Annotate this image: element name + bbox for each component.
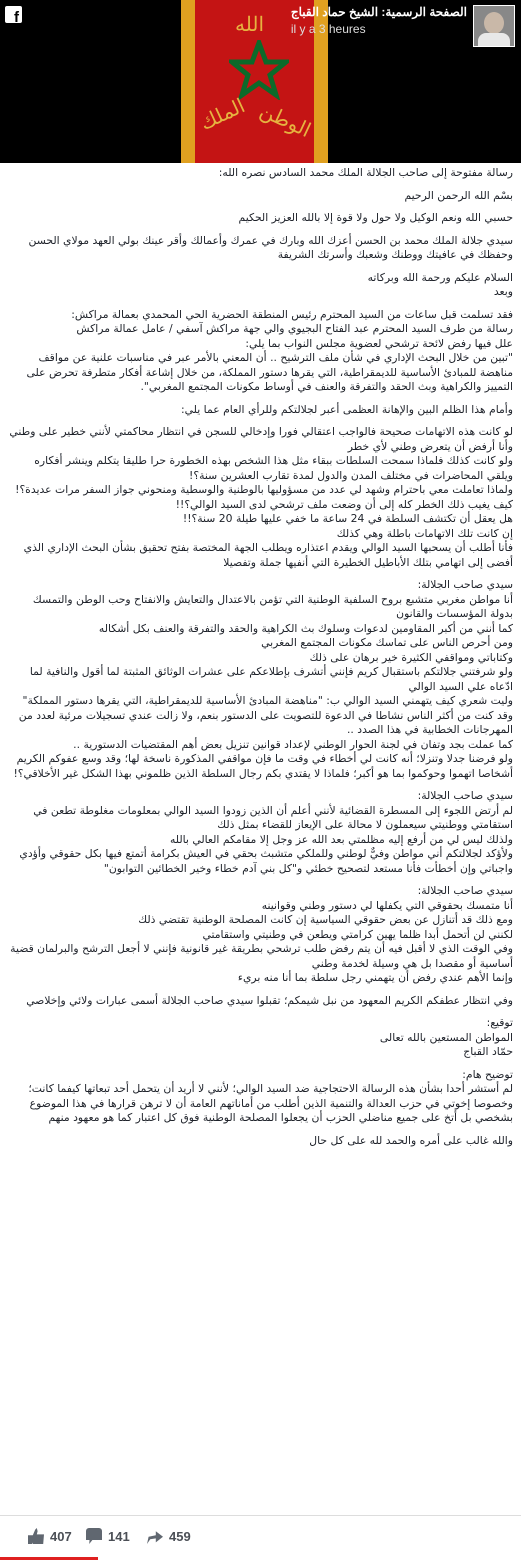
cover-text-left: الملك [196,93,249,135]
cover-text-top: الله [235,12,264,36]
post-line: إن كانت تلك الاتهامات باطلة وهي كذلك [336,526,513,540]
comment-count-text: 141 [108,1528,130,1544]
facebook-icon[interactable]: f [5,6,22,23]
post-line: لم أرتض اللجوء إلى المسطرة القضائية لأنني أعلم أن الذين زودوا السيد الوالي بمعلومات مغلوطة تطعن في استقامتي ووطنيتي سيعملون لا محالة على الإيعاز للقضاء بمثل ذلك [33,803,513,831]
post-line: والله غالب على أمره والحمد لله على كل حال [309,1133,513,1147]
post-line: وليت شعري كيف يتهمني السيد الوالي ب: "مناهضة المبادئ الأساسية للديمقراطية، التي يقرها دستور المملكة" [22,694,513,707]
post-line: ومع ذلك قد أتنازل عن بعض حقوقي السياسية إن كانت المصلحة الوطنية تقتضي ذلك [138,913,513,926]
comment-icon [86,1528,102,1544]
post-line: علل فيها رفض لائحة ترشحي لعضوية مجلس النواب بما يلي: [245,336,513,350]
post-line: السلام عليكم ورحمة الله وبركاته [367,270,513,284]
post-line: توقيع: [486,1016,513,1029]
post-line: ولذلك ليس لي من أرفع إليه مظلمتي بعد الله عز وجل إلا مقامكم العالي بالله [169,832,513,846]
post-line: وكتاباتي ومواقفي الكثيرة خير برهان على ذلك [309,650,513,664]
post-paragraph [8,1016,513,1060]
post-time[interactable]: il y a 3 heures [290,22,366,36]
post-line: لم أستشر أحدا بشأن هذه الرسالة الاحتجاجية ضد السيد الوالي؛ لأنني لا أريد أن يتحمل أحد تبعاتها كيفما كانت؛ وخصوصا إخوتي في حزب العدالة والتنمية الذين أطلب من أماناتهم العامة أن لا ترهن قرارها في هذا الموضوع بشخصي بل أتخ على جميع مناضلي الحزب أن يجعلوا المصلحة الوطنية فوق كل اعتبار كما هو معهود منهم [28,1082,513,1124]
post-line: وفي انتظار عطفكم الكريم المعهود من نبل شيمكم؛ تقبلوا سيدي صاحب الجلالة أسمى عبارات ولائي وإخلاصي [26,993,513,1007]
post-paragraph [8,884,513,986]
post-line: رسالة مفتوحة إلى صاحب الجلالة الملك محمد السادس نصره الله: [218,166,513,179]
post-line: ولو شرفتني جلالتكم باستقبال كريم فإنني أتشرف بإطلاعكم على عشرات الوثائق المثبتة لما أقول والنافية لما ادّعاه علي السيد الوالي [29,665,513,693]
post-line: سيدي صاحب الجلالة: [417,789,513,802]
post-paragraph [8,789,513,876]
post-line: لو كانت هذه الاتهامات صحيحة فالواجب اعتقالي فورا وإدخالي للسجن في انتظار محاكمتي لأنني خطير على وطني وأنا أرفض أن يتعرض وطني لأي خطر [9,425,513,453]
post-line: وبعد [493,285,513,298]
accent-line [0,1557,98,1560]
post-paragraph [8,425,513,570]
post-line: ومن أحرص الناس على تماسك مكونات المجتمع المغربي [261,636,513,649]
post-line: أنا متمسك بحقوقي التي يكفلها لي دستور وطني وقوانينه [261,898,513,912]
post-paragraph [8,211,513,226]
share-count-text: 459 [169,1528,191,1544]
post-line: هل يعقل أن تكتشف السلطة في 24 ساعة ما خفي عليها طيلة 20 سنة؟!! [182,512,513,525]
share-count[interactable] [147,1528,191,1544]
post-line: كما عملت بجد وتفان في لجنة الحوار الوطني لإعداد قوانين تنزيل بعض أهم المقتضيات الدستورية .. [73,737,513,751]
post-paragraph [8,234,513,263]
post-line: "تبين من خلال البحث الإداري في شأن ملف الترشيح .. أن المعني بالأمر عبر في مناسبات علنية عن مواقف مناهضة للمبادئ الأساسية للديمقراطية، التي يقرها دستور المملكة، من خلال إشاعة أفكار متطرفة تحرض على التمييز والكراهية وبث الحقد والتفرقة والعنف في أوساط مكونات المجتمع المغربي". [26,351,513,393]
comment-count[interactable] [86,1528,130,1544]
post-line: سيدي صاحب الجلالة: [417,578,513,591]
post-paragraph [8,189,513,204]
post-line: حمّاد القباج [463,1045,513,1058]
post-line: كما أنني من أكبر المقاومين لدعوات وسلوك بث الكراهية والحقد والتفرقة والعنف بكل أشكاله [98,621,513,635]
post-paragraph [8,1068,513,1126]
post-line: أنا مواطن مغربي متشبع بروح السلفية الوطنية التي تؤمن بالاعتدال والتعايش والانفتاح وحب الوطن والتمسك بدولة المؤسسات والقانون [32,592,513,620]
post-line: ولو فرضنا جدلا وتنزلا؛ أنه كانت لي أخطاء في وقت ما فإن مواقفي المذكورة ناسخة لها؛ وقد وسع عفوكم الكريم أشخاصا اتهموا وحوكموا بما هو أكبر؛ فلماذا لا يقتدي بكم رجال السلطة الذين ظلموني بهذا الشكل غير الأخلاقي؟! [13,752,513,780]
star-icon [229,40,289,100]
post-paragraph [8,1134,513,1149]
post-line: رسالة من طرف السيد المحترم عبد الفتاح البجيوي والي جهة مراكش آسفي / عامل عمالة مراكش [76,322,513,335]
post-line: حسبي الله ونعم الوكيل ولا حول ولا قوة إلا بالله العزيز الحكيم [238,211,513,224]
avatar[interactable] [473,5,515,47]
post-line: توضيح هام: [462,1067,513,1081]
post-line: المواطن المستعين بالله تعالى [379,1030,513,1044]
like-count-text: 407 [50,1528,72,1544]
post-line: بسْم الله الرحمن الرحيم [404,188,513,202]
post-line: سيدي جلالة الملك محمد بن الحسن أعزك الله وبارك في عمرك وأعمالك وأقر عينك بولي العهد مولاي الحسن وحفظك في عافيتك ووطنك وشعبك وأسرتك الشريفة [28,233,513,261]
post-paragraph [8,166,513,181]
share-icon [147,1528,163,1544]
post-line: ولماذا تعاملت معي باحترام وشهد لي عدد من مسؤوليها بالوطنية والوسطية ومنحوني جواز السفر مرات عديدة؟! [15,483,513,496]
page-info [291,5,515,47]
like-count[interactable] [28,1528,72,1544]
post-line: كيف يغيب ذلك الخطر كله إلى أن وضعت ملف ترشحي لدى السيد الوالي؟!! [175,497,513,511]
post-header [0,0,521,163]
post-line: لكنني لن أتحمل أبدا ظلما يهين كرامتي ويطعن في وطنيتي واستقامتي [202,927,513,941]
page-name[interactable]: الصفحة الرسمية: الشيخ حماد القباج [290,5,467,19]
post-paragraph [8,578,513,781]
post-line: وأمام هذا الظلم البين والإهانة العظمى أعبر لجلالتكم وللرأي العام عما يلي: [181,402,513,416]
post-paragraph [8,994,513,1009]
post-line: وقد كنت من أكثر الناس نشاطا في الدعوة للتصويت على الدستور بنعم، ولا زالت عندي تسجيلات مرئية لعدد من المهرجانات الخطابية في هذا الصدد .. [18,708,513,736]
post-line: فقد تسلمت قبل ساعات من السيد المحترم رئيس المنطقة الحضرية الحي المحمدي بعمالة مراكش: [71,307,513,321]
post-line: سيدي صاحب الجلالة: [417,884,513,897]
post-line: ولأؤكد لجلالتكم أني مواطن وفيٌّ لوطني وللملكي متشبث بحقي في العيش بكرامة أتمتع فيها بكل حقوقي وأؤدي واجباتي وإن أخطأت فأنا مستعد لتصحيح خطئي و"كل بني آدم خطاء وخير الخطائين التوابون" [19,847,513,875]
post-line: فأنا أطلب أن يسحبها السيد الوالي ويقدم اعتذاره ويطلب الجهة المختصة بفتح تحقيق بشأن البحث الإداري الذي أفضى إلى اتهامي بتلك الأباطيل الخطيرة التي أنفيها جملة وتفصيلا [23,541,513,569]
post-body [8,166,513,1156]
post-paragraph [8,403,513,418]
post-footer [0,1515,521,1562]
cover-text-right: الوطن [256,97,315,143]
post-line: وإنما الأهم عندي رفض أن يتهمني رجل سلطة بما أنا منه بريء [237,971,513,984]
post-line: وفي الوقت الذي لا أقبل فيه أن يتم رفض طلب ترشحي بطريقة غير قانونية فإنني لا أجعل الترشح والبرلمان قضية أساسية أو مقصدا بل هي وسيلة لخدمة وطني [10,942,513,970]
post-paragraph [8,308,513,395]
post-line: ولو كانت كذلك فلماذا سمحت السلطات ببقاء مثل هذا الشخص بهذه الخطورة حرا طليقا يتكلم وينشر أفكاره ويلقي المحاضرات في مختلف المدن والدول لمدة تقارب العشرين سنة؟! [34,454,513,482]
thumbs-up-icon [28,1528,44,1544]
post-paragraph [8,271,513,300]
